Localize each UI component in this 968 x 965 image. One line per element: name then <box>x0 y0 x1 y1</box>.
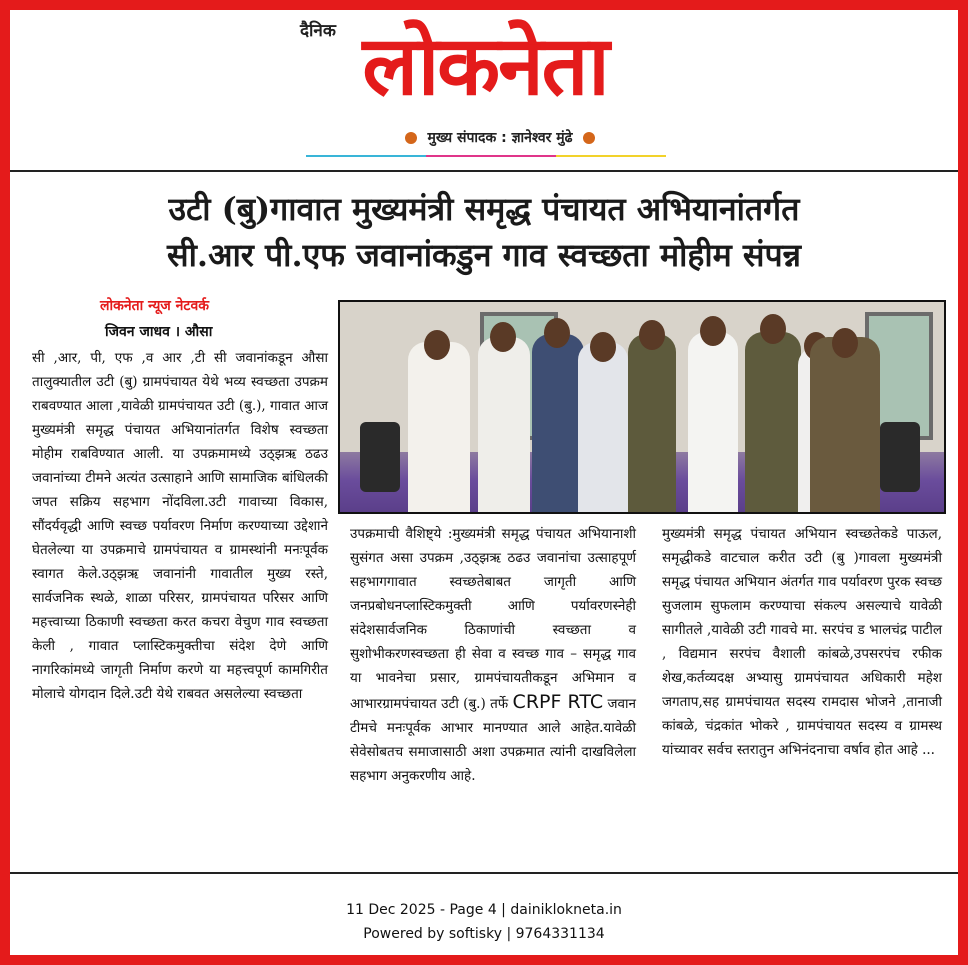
person-head <box>700 316 726 346</box>
person-head <box>544 318 570 348</box>
person-figure <box>578 342 628 512</box>
column-2-text-a: उपक्रमाची वैशिष्ट्ये :मुख्यमंत्री समृद्ध पंचायत अभियानाशी सुसंगत असा उपक्रम ,उठ्झऋ ठढउ जवानांचा उत्साहपूर्ण सहभागगावात स्वच्छतेबाबत जागृती आणि जनप्रबोधनप्लास्टिकमुक्ती आणि पर्यावरणस्नेही संदेशसार्वजनिक ठिकाणांची स्वच्छता व सुशोभीकरणस्वच्छता ही सेवा व स्वच्छ गाव – समृद्ध गाव या भावनेचा प्रसार, ग्रामपंचायतीकडून अभिमान व आभारग्रामपंचायत उटी (बु.) तर्फे <box>350 526 636 712</box>
masthead <box>10 10 958 170</box>
photo-chair <box>880 422 920 492</box>
person-figure <box>532 334 584 512</box>
daily-label: दैनिक <box>300 21 336 41</box>
accent-bar-magenta <box>426 155 556 157</box>
person-head <box>424 330 450 360</box>
edition-info: 11 Dec 2025 - Page 4 | dainiklokneta.in <box>346 902 622 918</box>
editor-line <box>360 128 640 147</box>
article-photo <box>338 300 946 514</box>
person-head <box>832 328 858 358</box>
person-figure <box>688 332 738 512</box>
footer <box>10 898 958 946</box>
footer-divider <box>10 872 958 874</box>
news-network: लोकनेता न्यूज नेटवर्क <box>100 298 209 314</box>
person-head <box>490 322 516 352</box>
headline-line-2: सी.आर पी.एफ जवानांकडुन गाव स्वच्छता मोहीम संपन्न <box>167 236 801 274</box>
column-2-text-b: जवान टीमचे मनःपूर्वक आभार मानण्यात आले आहेत.यावेळी सेवेसोबतच समाजासाठी अशा उपक्रमात त्यांनी दाखविलेला सहभाग अनुकरणीय आहे. <box>350 696 636 784</box>
headline <box>10 186 958 278</box>
bullet-icon <box>583 132 595 144</box>
headline-line-1: उटी (बु)गावात मुख्यमंत्री समृद्ध पंचायत अभियानांतर्गत <box>168 190 800 228</box>
bullet-icon <box>405 132 417 144</box>
person-head <box>760 314 786 344</box>
masthead-divider <box>10 170 958 172</box>
accent-bar-cyan <box>306 155 426 157</box>
chief-editor: मुख्य संपादक : ज्ञानेश्वर मुंढे <box>427 130 573 146</box>
person-head <box>590 332 616 362</box>
article-column-1: सी ,आर, पी, एफ ,व आर ,टी सी जवानांकडून औसा तालुक्यातील उटी (बु) ग्रामपंचायत येथे भव्य स्वच्छता उपक्रम राबवण्यात आला ,यावेळी ग्रामपंचायत उटी (बु.), गावात आज मुख्यमंत्री समृद्ध पंचायत अभियानांतर्गत विशेष स्वच्छता मोहीम राबविण्यात आली. या उपक्रमामध्ये उठ्झऋ ठढउ जवानांच्या टीमने अत्यंत उत्साहाने आणि सामाजिक बांधिलकी जपत सक्रिय सहभाग नोंदविला.उटी गावाच्या विकास, सौंदर्यवृद्धी आणि स्वच्छ पर्यावरण निर्माण करण्याच्या उद्देशाने घेतलेल्या या उपक्रमाचे ग्रामपंचायत व ग्रामस्थांनी मनःपूर्वक स्वागत केले.उठ्झऋ जवानांनी गावातील मुख्य रस्ते, सार्वजनिक स्थळे, शाळा परिसर, ग्रामपंचायत परिसर आणि महत्त्वाच्या ठिकाणी स्वच्छता करत कचरा वेचुण गाव स्वच्छता केली , गावात प्लास्टिकमुक्तीचा संदेश देणे आणि नागरिकांमध्ये जागृती निर्माण करणे या महत्त्वपूर्ण कामगिरीत मोलाचे योगदान दिले.उटी येथे राबवत असलेल्या स्वच्छता <box>32 350 328 702</box>
article-column-2 <box>350 522 636 788</box>
article-column-3: मुख्यमंत्री समृद्ध पंचायत अभियान स्वच्छतेकडे पाऊल, समृद्धीकडे वाटचाल करीत उटी (बु )गावला मुख्यमंत्री समृद्ध पंचायत अभियान अंतर्गत गाव पर्यावरण पुरक स्वच्छ सुजलाम सुफलाम करण्याचा संकल्प असल्याचे यावेळी सागीतले ,यावेळी उटी गावचे मा. सरपंच ड भालचंद्र पाटील , विद्यमान सरपंच वैशाली कांबळे,उपसरपंच रफीक शेख,कर्तव्यदक्ष अभ्यासु ग्रामपंचायत अधिकारी महेश जगताप,सह ग्रामपंचायत सदस्य रामदास भोजने ,तानाजी कांबळे, चंद्रकांत भोकरे , ग्रामपंचायत सदस्य व ग्रामस्थ यांच्यावर सर्वच स्तरातुन अभिनंदनाचा वर्षाव होत आहे ... <box>662 526 942 758</box>
newspaper-logo: लोकनेता <box>362 19 608 114</box>
newspaper-page <box>10 10 958 955</box>
person-figure <box>478 337 530 512</box>
accent-bar-yellow <box>556 155 666 157</box>
person-figure <box>745 332 801 512</box>
person-figure <box>628 334 676 512</box>
crpf-rtc-highlight: CRPF RTC <box>512 691 604 713</box>
person-head <box>639 320 665 350</box>
person-figure <box>810 337 880 512</box>
photo-chair <box>360 422 400 492</box>
person-figure <box>408 342 470 512</box>
reporter-byline: जिवन जाधव । औसा <box>105 324 213 340</box>
powered-by: Powered by softisky | 9764331134 <box>363 926 605 942</box>
